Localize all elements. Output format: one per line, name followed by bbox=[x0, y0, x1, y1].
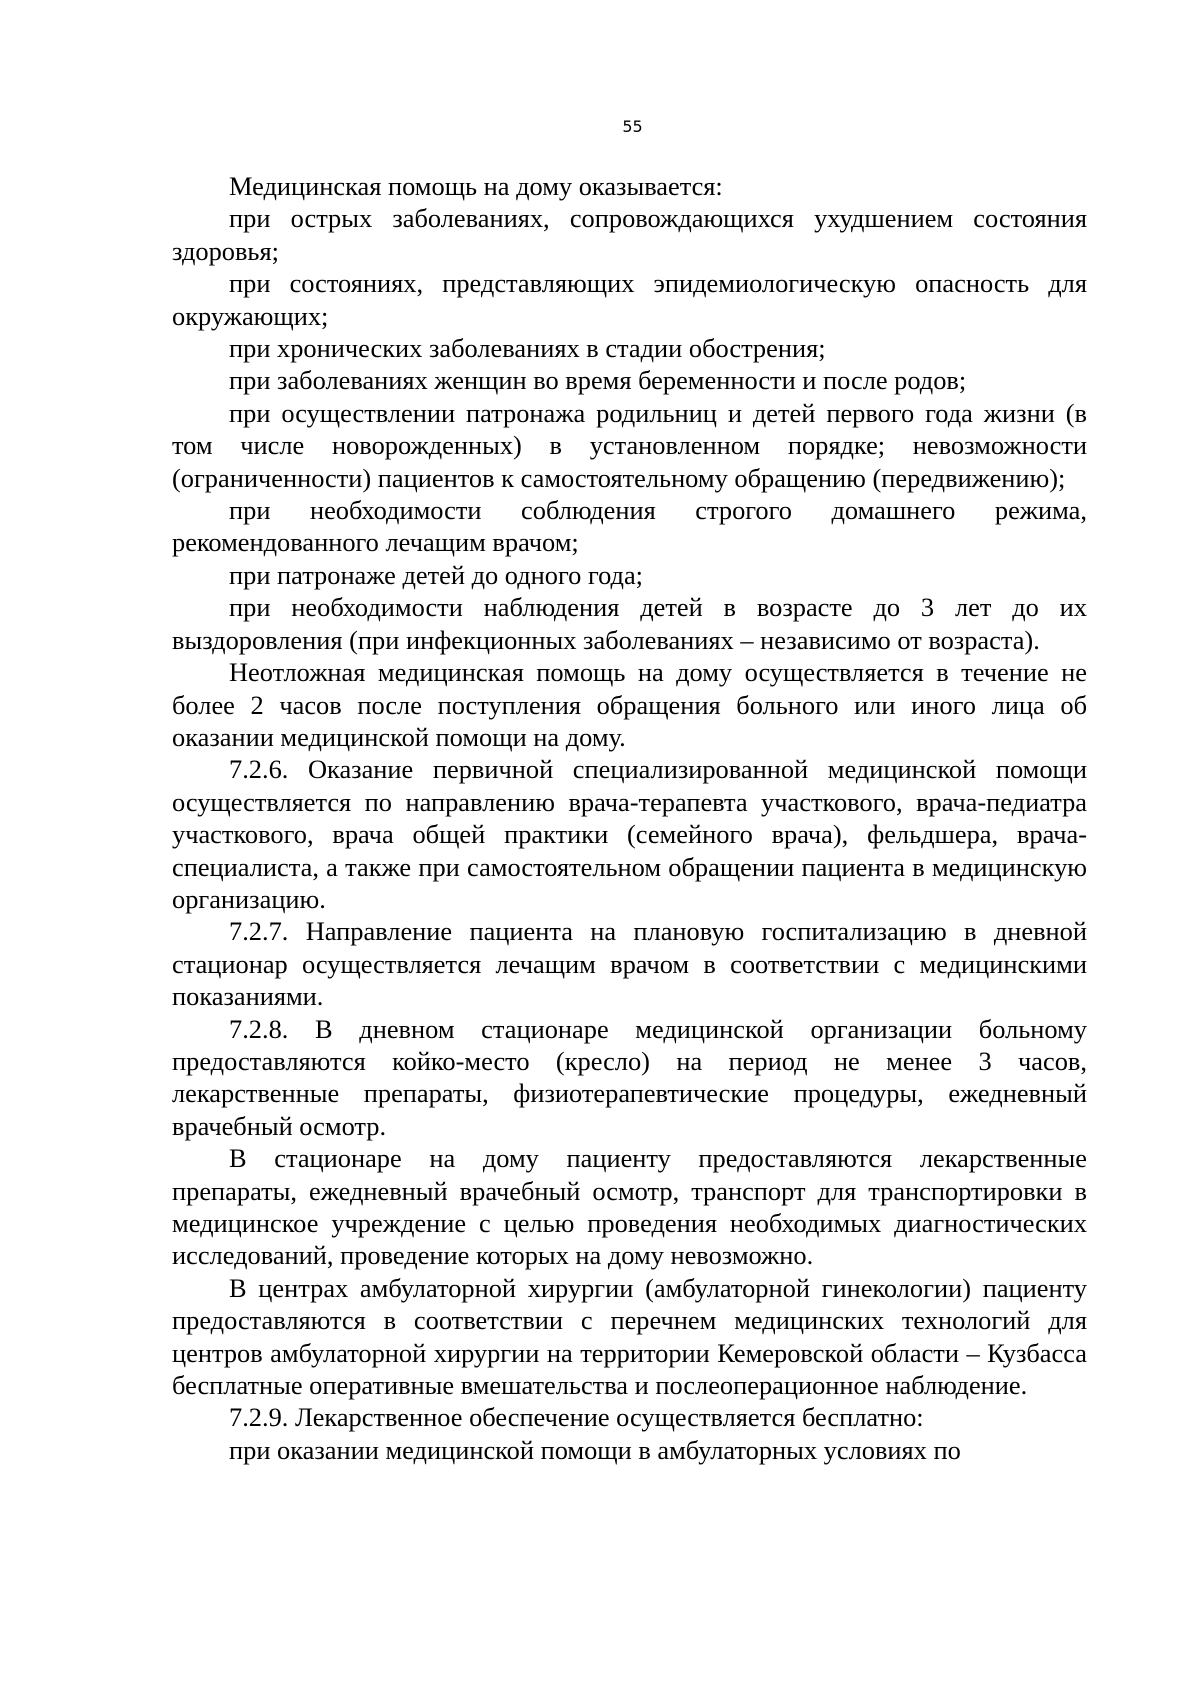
paragraph-acute-diseases: при острых заболеваниях, сопровождающихся ухудшением состояния здоровья; bbox=[172, 203, 1087, 266]
paragraph-home-care-intro: Медицинская помощь на дому оказывается: bbox=[229, 171, 723, 201]
paragraph-epidemiological-danger: при состояниях, представляющих эпидемиологическую опасность для окружающих; bbox=[172, 268, 1087, 331]
paragraph-ambulatory-surgery: В центрах амбулаторной хирургии (амбулаторной гинекологии) пациенту предоставляются в соответствии с перечнем медицинских технологий для центров амбулаторной хирургии на территории Кемеровской области – Кузбасса бесплатные оперативные вмешательства и послеоперационное наблюдение. bbox=[172, 1272, 1087, 1401]
paragraph-children-observation: при необходимости наблюдения детей в возрасте до 3 лет до их выздоровления (при инфекционных заболеваниях – независимо от возраста). bbox=[172, 592, 1087, 655]
paragraph-home-regime: при необходимости соблюдения строгого домашнего режима, рекомендованного лечащим врачом; bbox=[172, 495, 1087, 558]
page-number: 55 bbox=[622, 117, 643, 136]
paragraph-7-2-7: 7.2.7. Направление пациента на плановую госпитализацию в дневной стационар осуществляется лечащим врачом в соответствии с медицинскими показаниями. bbox=[172, 916, 1087, 1012]
paragraph-patronage-newborns: при осуществлении патронажа родильниц и детей первого года жизни (в том числе новорожденных) в установленном порядке; невозможности (ограниченности) пациентов к самостоятельному обращению (передвижению); bbox=[172, 397, 1087, 493]
paragraph-urgent-home-care: Неотложная медицинская помощь на дому осуществляется в течение не более 2 часов после поступления обращения больного или иного лица об оказании медицинской помощи на дому. bbox=[172, 657, 1087, 752]
paragraph-patronage-infants: при патронаже детей до одного года; bbox=[229, 559, 644, 590]
paragraph-chronic-exacerbation: при хронических заболеваниях в стадии обострения; bbox=[229, 333, 826, 364]
paragraph-7-2-9: 7.2.9. Лекарственное обеспечение осуществляется бесплатно: bbox=[229, 1402, 924, 1433]
paragraph-outpatient-conditions: при оказании медицинской помощи в амбулаторных условиях по bbox=[229, 1434, 961, 1465]
paragraph-7-2-8: 7.2.8. В дневном стационаре медицинской организации больному предоставляются койко-место (кресло) на период не менее 3 часов, лекарственные препараты, физиотерапевтические процедуры, ежедневный врачебный осмотр. bbox=[172, 1013, 1087, 1141]
paragraph-home-hospital: В стационаре на дому пациенту предоставляются лекарственные препараты, ежедневный врачебный осмотр, транспорт для транспортировки в медицинское учреждение с целью проведения необходимых диагностических исследований, проведение которых на дому невозможно. bbox=[172, 1143, 1087, 1271]
document-body bbox=[172, 170, 1087, 1466]
paragraph-7-2-6: 7.2.6. Оказание первичной специализированной медицинской помощи осуществляется по направлению врача-терапевта участкового, врача-педиатра участкового, врача общей практики (семейного врача), фельдшера, врача-специалиста, а также при самостоятельном обращении пациента в медицинскую организацию. bbox=[172, 754, 1087, 914]
paragraph-pregnancy: при заболеваниях женщин во время беременности и после родов; bbox=[229, 365, 967, 396]
